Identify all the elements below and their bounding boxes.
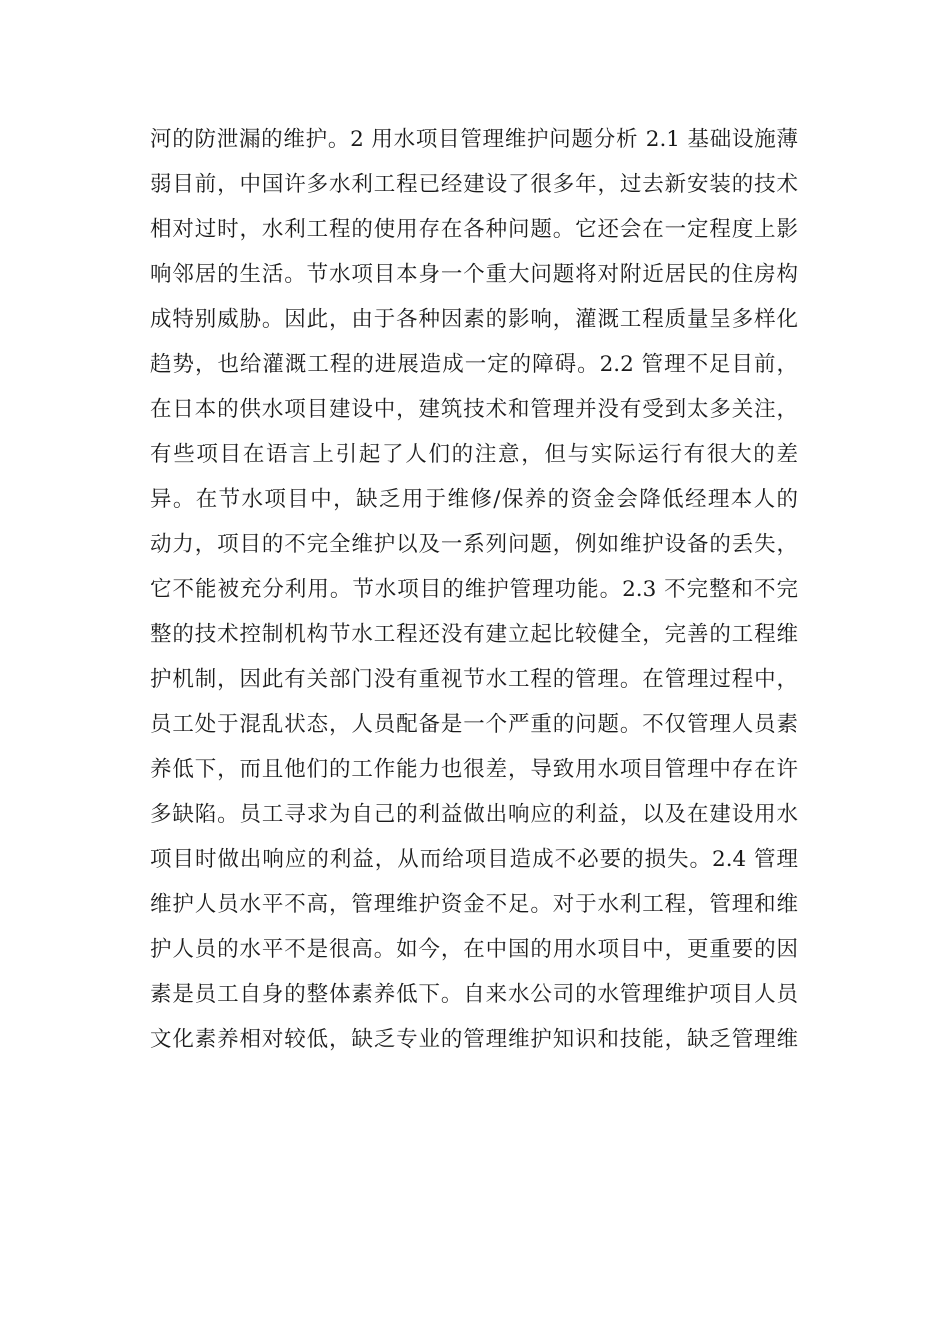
text-line: 员工处于混乱状态，人员配备是一个严重的问题。不仅管理人员素: [150, 712, 798, 737]
text-line: 护机制，因此有关部门没有重视节水工程的管理。在管理过程中，: [150, 667, 798, 692]
text-line: 养低下，而且他们的工作能力也很差，导致用水项目管理中存在许: [150, 757, 798, 782]
text-line: 响邻居的生活。节水项目本身一个重大问题将对附近居民的住房构: [150, 262, 798, 287]
text-line: 趋势，也给灌溉工程的进展造成一定的障碍。2.2 管理不足目前，: [150, 352, 798, 377]
text-line: 多缺陷。员工寻求为自己的利益做出响应的利益，以及在建设用水: [150, 802, 798, 827]
text-line: 护人员的水平不是很高。如今，在中国的用水项目中，更重要的因: [150, 937, 798, 962]
text-line: 素是员工自身的整体素养低下。自来水公司的水管理维护项目人员: [150, 982, 798, 1007]
text-line: 成特别威胁。因此，由于各种因素的影响，灌溉工程质量呈多样化: [150, 307, 798, 332]
text-line: 相对过时，水利工程的使用存在各种问题。它还会在一定程度上影: [150, 217, 798, 242]
text-line: 维护人员水平不高，管理维护资金不足。对于水利工程，管理和维: [150, 892, 798, 917]
text-line: 文化素养相对较低，缺乏专业的管理维护知识和技能，缺乏管理维: [150, 1027, 798, 1052]
text-line: 弱目前，中国许多水利工程已经建设了很多年，过去新安装的技术: [150, 172, 798, 197]
text-line: 整的技术控制机构节水工程还没有建立起比较健全，完善的工程维: [150, 622, 798, 647]
text-line: 项目时做出响应的利益，从而给项目造成不必要的损失。2.4 管理: [150, 847, 798, 872]
text-line: 异。在节水项目中，缺乏用于维修/保养的资金会降低经理本人的: [150, 487, 798, 512]
text-line: 有些项目在语言上引起了人们的注意，但与实际运行有很大的差: [150, 442, 798, 467]
body-text: [150, 117, 810, 1062]
text-line: 它不能被充分利用。节水项目的维护管理功能。2.3 不完整和不完: [150, 577, 798, 602]
text-line: 动力，项目的不完全维护以及一系列问题，例如维护设备的丢失，: [150, 532, 798, 557]
text-line: 河的防泄漏的维护。2 用水项目管理维护问题分析 2.1 基础设施薄: [150, 127, 798, 152]
text-line: 在日本的供水项目建设中，建筑技术和管理并没有受到太多关注，: [150, 397, 798, 422]
